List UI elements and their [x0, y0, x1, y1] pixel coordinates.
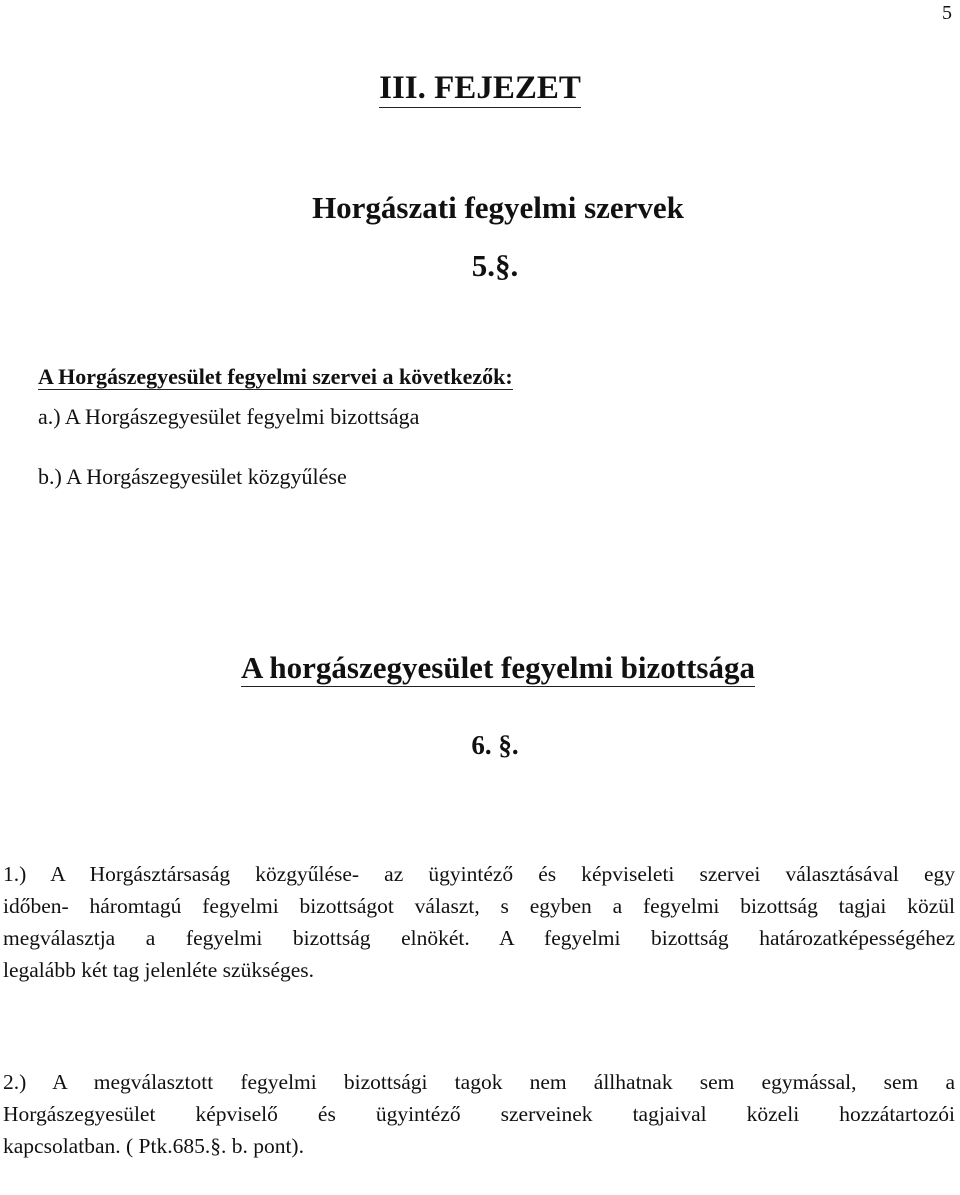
- list-item-a: a.) A Horgászegyesület fegyelmi bizottsága: [38, 404, 420, 429]
- chapter-title: [0, 70, 960, 107]
- paragraph-2-line-3: kapcsolatban. ( Ptk.685.§. b. pont).: [3, 1134, 304, 1158]
- page-number: 5: [942, 2, 952, 24]
- paragraph-2-line-1: 2.) A megválasztott fegyelmi bizottsági tagok nem állhatnak sem egymással, sem a: [3, 1070, 955, 1094]
- paragraph-1: [3, 858, 955, 986]
- section-6-number: 6. §.: [471, 730, 519, 760]
- list-intro-text: A Horgászegyesület fegyelmi szervei a következők:: [38, 364, 513, 389]
- paragraph-1-line-2: időben- háromtagú fegyelmi bizottságot választ, s egyben a fegyelmi bizottság tagjai közül: [3, 894, 955, 918]
- paragraph-2: [3, 1066, 955, 1162]
- subsection-title: [0, 650, 960, 686]
- paragraph-1-line-1: 1.) A Horgásztársaság közgyűlése- az ügyintéző és képviseleti szervei választásával egy: [3, 862, 955, 886]
- paragraph-1-line-3: megválasztja a fegyelmi bizottság elnökét. A fegyelmi bizottság határozatképességéhez: [3, 926, 955, 950]
- list-intro: [38, 364, 513, 390]
- subsection-title-text: A horgászegyesület fegyelmi bizottsága: [241, 650, 755, 685]
- section-5-number: 5.§.: [471, 248, 519, 283]
- paragraph-2-line-2: Horgászegyesület képviselő és ügyintéző szerveinek tagjaival közeli hozzátartozói: [3, 1102, 955, 1126]
- list-item-b: b.) A Horgászegyesület közgyűlése: [38, 464, 347, 489]
- chapter-title-text: III. FEJEZET: [379, 70, 581, 106]
- section-title: Horgászati fegyelmi szervek: [312, 190, 684, 225]
- paragraph-1-line-4: legalább két tag jelenléte szükséges.: [3, 958, 315, 982]
